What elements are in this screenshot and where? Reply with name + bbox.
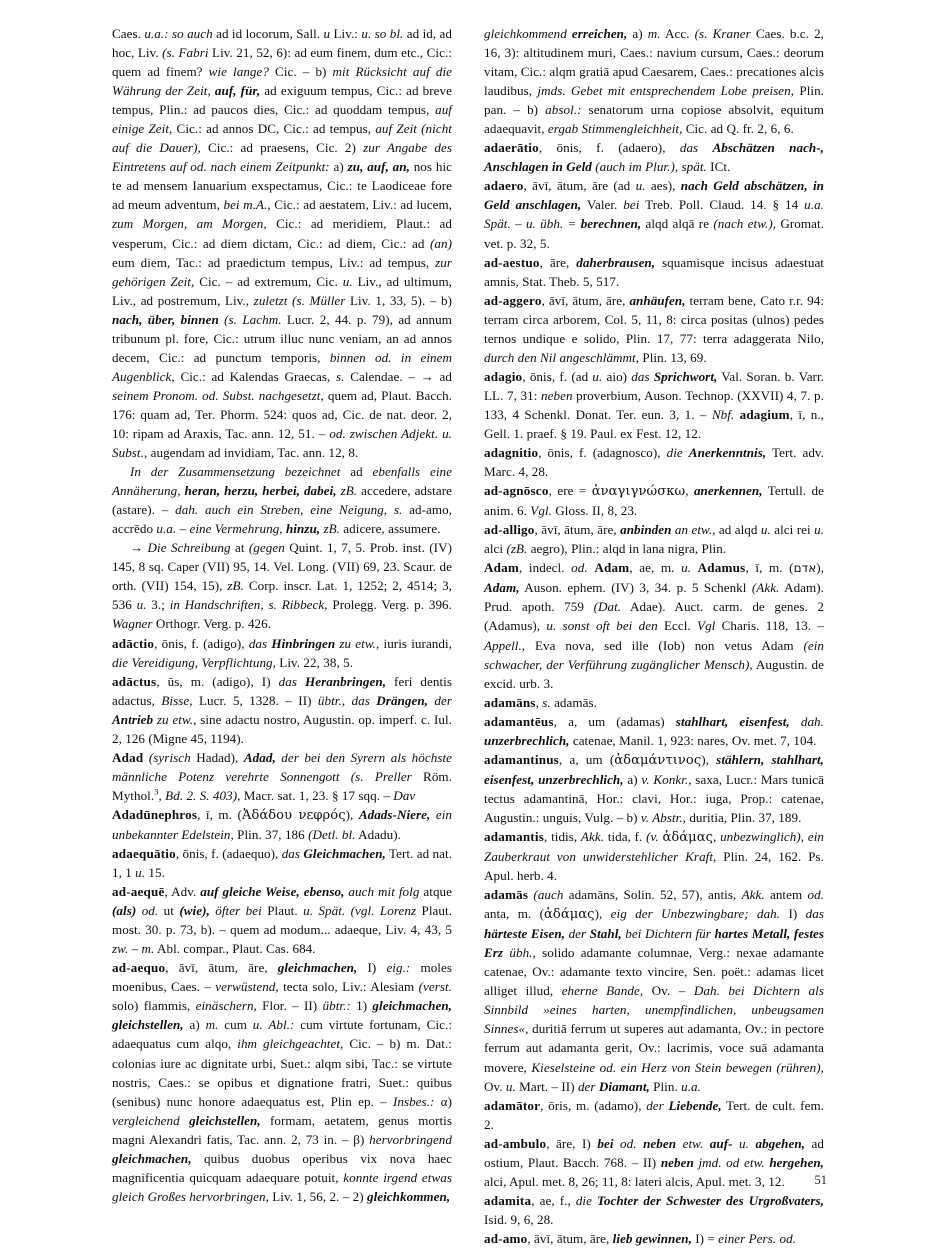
entry-adad: Adad (syrisch Hadad), Adad, der bei den Syrern als höchste männliche Potenz verehrte Sonnengott (s. Preller Röm. Mythol.$^3$, Bd. 2. S. 403), Macr. sat. 1, 23. § 17 sqq. – Dav: [112, 749, 453, 803]
entry-adamanteus: adamantēus, a, um (adamas) stahlhart, eisenfest, dah. unzerbrechlich, catenae, Manil. 1, 923: nares, Ov. met. 7, 104.: [484, 713, 824, 748]
entry-ad-aestuo: ad-aestuo, āre, daherbrausen, squamisque incisus adaestuat amnis, Stat. Theb. 5, 517.: [484, 254, 824, 289]
entry-adadunephros: Adadūnephros, ī, m. (Ἀδάδου νεφρός), Adads-Niere, ein unbekannter Edelstein, Plin. 37, 186 (Detl. bl. Adadu).: [112, 806, 453, 842]
entry-ad-agnosco: ad-agnōsco, ere = ἀναγιγνώσκω, anerkennen, Tertull. de anim. 6. Vgl. Gloss. II, 8, 23.: [484, 483, 824, 519]
right-column: [484, 24, 824, 1248]
entry-ad-aequo-continuation: gleichkommend erreichen, a) m. Acc. (s. Kraner Caes. b.c. 2, 16, 3): altitudinem muri, Caes.: navium cursum, Caes.: deorum vitam, Cic.: alqm gratiā apud Caesarem, Caes.: precationes alcis laudibus, jmds. Gebet mit entsprechendem Lobe preisen, Plin. pan. – b) absol.: senatorum urna copiose absolvit, equitum adaequavit, ergab Stimmengleichheit, Cic. ad Q. fr. 2, 6, 6.: [484, 26, 825, 137]
entry-adamator: adamātor, ōris, m. (adamo), der Liebende, Tert. de cult. fem. 2.: [484, 1097, 825, 1132]
entry-adam: Adam, indecl. od. Adam, ae, m. u. Adamus, ī, m. (אדם), Adam, Auson. ephem. (IV) 3, 34. p. 5 Schenkl (Akk. Adam). Prud. apoth. 759 (Dat. Adae). Auct. carm. de genes. 2 (Adamus), u. sonst oft bei den Eccl. Vgl Charis. 118, 13. – Appell., Eva nova, sed ille (Iob) non vetus Adam (ein schwacher, der Verführung zugänglicher Mensch), Augustin. de excid. urb. 3.: [484, 560, 825, 691]
entry-ad-amo: ad-amo, āvī, ātum, āre, lieb gewinnen, I) = einer Pers. od.: [484, 1230, 796, 1246]
left-column: [112, 24, 452, 1248]
entry-adaequatio: adaequātio, ōnis, f. (adaequo), das Gleichmachen, Tert. ad nat. 1, 1 u. 15.: [112, 846, 452, 881]
entry-adaero: adaero, āvī, ātum, āre (ad u. aes), nach Geld abschätzen, in Geld anschlagen, Valer. bei Treb. Poll. Claud. 14. § 14 u.a. Spät. – u. übh. = berechnen, alqd alqā re (nach etw.), Gromat. vet. p. 32, 5.: [484, 178, 825, 251]
entry-adactio: adāctio, ōnis, f. (adigo), das Hinbringen zu etw., iuris iurandi, die Vereidigung, Verpflichtung, Liv. 22, 38, 5.: [112, 635, 453, 670]
page-columns: [112, 24, 824, 1248]
entry-adamas: adamās (auch adamāns, Solin. 52, 57), antis, Akk. antem od. anta, m. (ἀδάμας), eig der Unbezwingbare; dah. I) das härteste Eisen, der Stahl, bei Dichtern für hartes Metall, festes Erz übh., solido adamante columnae, Verg.: nexae adamante catenae, Ov.: adamante texto vincire, Sen. poët.: adamas licet alliget illud, eherne Bande, Ov. – Dah. bei Dichtern als Sinnbild »eines harten, unempfindlichen, unbeugsamen Sinnes«, duritiā ferrum ut superes aut adamanta, Ov.: in pectore ferrum aut adamanta gerit, Ov.: lacrimis, voce suā adamanta movere, Kieselsteine od. ein Herz von Stein bewegen (rühren), Ov. u. Mart. – II) der Diamant, Plin. u.a.: [484, 887, 825, 1094]
entry-ad-alligo: ad-alligo, āvī, ātum, āre, anbinden an etw., ad alqd u. alci rei u. alci (zB. aegro), Plin.: alqd in lana nigra, Plin.: [484, 522, 824, 557]
entry-adagnitio: adagnitio, ōnis, f. (adagnosco), die Anerkenntnis, Tert. adv. Marc. 4, 28.: [484, 445, 824, 480]
entry-ad-aequo: ad-aequo, āvī, ātum, āre, gleichmachen, I) eig.: moles moenibus, Caes. – verwüstend, tecta solo, Liv.: Alesiam (verst. solo) flammis, einäschern, Flor. – II) übtr.: 1) gleichmachen, gleichstellen, a) m. cum u. Abl.: cum virtute fortunam, Cic.: adaequatus cum alqo, ihm gleichgeachtet, Cic. – b) m. Dat.: colonias iure ac dignitate urbi, Suet.: alqm sibi, Tac.: se virtute nostris, Caes.: se opibus et dignatione fratri, Suet.: quibus (senibus) nunc honore adaequatus est, Plin ep. – Insbes.: α) vergleichend gleichstellen, formam, aetatem, genus mortis magni Alexandri fatis, Tac. ann. 2, 73 in. – β) hervorbringend gleichmachen, quibus duobus operibus vix nova haec magnificentia quicquam adaequare potuit, konnte irgend etwas gleich Großes hervorbringen, Liv. 1, 56, 2. – 2) gleichkommen,: [112, 960, 453, 1204]
entry-adamita: adamita, ae, f., die Tochter der Schwester des Urgroßvaters, Isid. 9, 6, 28.: [484, 1192, 824, 1227]
entry-adactus: adāctus, ūs, m. (adigo), I) das Heranbringen, feri dentis adactus, Bisse, Lucr. 5, 1328. – II) übtr., das Drängen, der Antrieb zu etw., sine adactu nostro, Augustin. op. imperf. c. Iul. 2, 126 (Migne 45, 1194).: [112, 673, 453, 746]
entry-ad-aggero: ad-aggero, āvī, ātum, āre, anhäufen, terram bene, Cato r.r. 94: terram circa arborem, Col. 5, 11, 8: circa positas (ulnos) pedes ternos undique e solido, Plin. 17, 77: terra adaggerata Nilo, durch den Nil angeschlämmt, Plin. 13, 69.: [484, 292, 824, 365]
entry-ad-aeque: ad-aequē, Adv. auf gleiche Weise, ebenso, auch mit folg atque (als) od. ut (wie), öfter bei Plaut. u. Spät. (vgl. Lorenz Plaut. most. 30. p. 73, b). – quem ad modum... adaeque, Liv. 4, 43, 5 zw. – m. Abl. compar., Plaut. Cas. 684.: [112, 884, 453, 957]
entry-ad-ambulo: ad-ambulo, āre, I) bei od. neben etw. auf- u. abgehen, ad ostium, Plaut. Bacch. 768. – II) neben jmd. od etw. hergehen, alci, Apul. met. 8, 26; 11, 8: lateri alcis, Apul. met. 3, 12.: [484, 1135, 824, 1189]
entry-adamantis: adamantis, tidis, Akk. tida, f. (v. ἀδάμας, unbezwinglich), ein Zauberkraut von unwiderstehlicher Kraft, Plin. 24, 162. Ps. Apul. herb. 4.: [484, 828, 824, 884]
entry-adamantinus: adamantinus, a, um (ἀδαμάντινος), stählern, stahlhart, eisenfest, unzerbrechlich, a) v. Konkr., saxa, Lucr.: Mars tunicā tectus adamantinā, Hor.: clavi, Hor.: iuga, Prop.: catenae, Augustin.: unguis, Vulg. – b) v. Abstr., duritia, Plin. 37, 189.: [484, 751, 824, 825]
note-schreibung: → Die Schreibung at (gegen Quint. 1, 7, 5. Prob. inst. (IV) 145, 8 sq. Caper (VII) 95, 14. Vel. Long. (VII) 69, 23. Scaur. de orth. (VII) 154, 15), zB. Corp. inscr. Lat. 1, 1252; 2, 4514; 3, 536 u. 3.; in Handschriften, s. Ribbeck, Prolegg. Verg. p. 396. Wagner Orthogr. Verg. p. 426.: [112, 540, 452, 632]
entry-adagio: adagio, ōnis, f. (ad u. aio) das Sprichwort, Val. Soran. b. Varr. LL. 7, 31: neben proverbium, Auson. Technop. (XXVII) 4, 7. p. 133, 4 Schenkl. Donat. Ter. eun. 3, 1. – Nbf. adagium, ī, n., Gell. 1. praef. § 19. Paul. ex Fest. 12, 12.: [484, 368, 824, 441]
page-number: 51: [814, 1173, 827, 1187]
entry-adamans: adamāns, s. adamās.: [484, 694, 597, 710]
note-zusammensetzung: In der Zusammensetzung bezeichnet ad ebenfalls eine Annäherung, heran, herzu, herbei, dabei, zB. accedere, adstare (astare). – dah. auch ein Streben, eine Neigung, s. ad-amo, accrēdo u.a. – eine Vermehrung, hinzu, zB. adicere, assumere.: [112, 464, 452, 537]
entry-adaeratio: adaerātio, ōnis, f. (adaero), das Abschätzen nach-, Anschlagen in Geld (auch im Plur.), spät. ICt.: [484, 140, 824, 175]
entry-ad-continuation: Caes. u.a.: so auch ad id locorum, Sall. u Liv.: u. so bl. ad id, ad hoc, Liv. (s. Fabri Liv. 21, 52, 6): ad eum finem, dum etc., Cic.: quem ad finem? wie lange? Cic. – b) mit Rücksicht auf die Währung der Zeit, auf, für, ad exiguum tempus, Cic.: ad breve tempus, Plin.: ad paucos dies, Cic.: ad quoddam tempus, auf einige Zeit, Cic.: ad annos DC, Cic.: ad tempus, auf Zeit (nicht auf die Dauer), Cic.: ad praesens, Cic. 2) zur Angabe des Eintretens auf od. nach einem Zeitpunkt: a) zu, auf, an, nos hic te ad mensem Ianuarium exspectamus, Cic.: te Laodiceae fore ad meum adventum, bei m.A., Cic.: ad aestatem, Liv.: ad lucem, zum Morgen, am Morgen, Cic.: ad meridiem, Plaut.: ad vesperum, Cic.: ad diem dictam, Cic.: ad diem, Cic.: ad (an) eum diem, Tac.: ad praedictum tempus, Liv.: ad tempus, zur gehörigen Zeit, Cic. – ad extremum, Cic. u. Liv., ad ultimum, Liv., ad postremum, Liv., zuletzt (s. Müller Liv. 1, 33, 5). – b) nach, über, binnen (s. Lachm. Lucr. 2, 44. p. 79), ad annum tribunum pl. fore, Cic.: utrum illuc nunc veniam, an ad annos decem, Cic.: ad punctum temporis, binnen od. in einem Augenblick, Cic.: ad Kalendas Graecas, s. Calendae. – → ad seinem Pronom. od. Subst. nachgesetzt, quem ad, Plaut. Bacch. 176: quam ad, Ter. Phorm. 524: quos ad, Cic. de nat. deor. 2, 10: ripam ad Araxis, Tac. ann. 12, 51. – od. zwischen Adjekt. u. Subst., augendam ad invidiam, Tac. ann. 12, 8.: [112, 26, 453, 461]
